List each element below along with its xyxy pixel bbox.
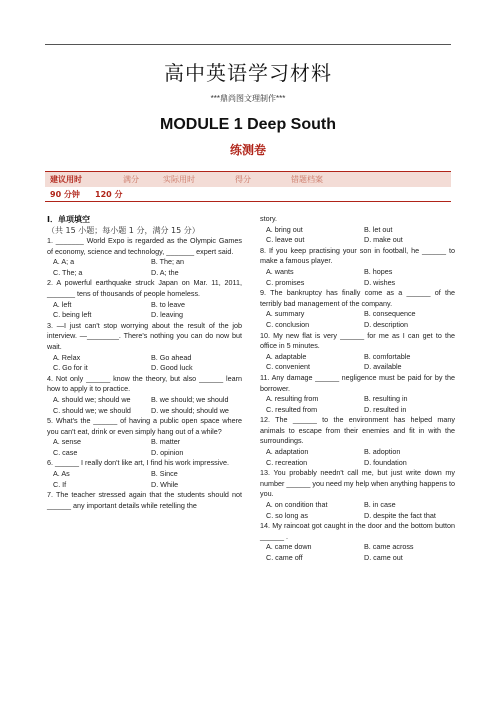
answer-option: C. The; a	[53, 267, 83, 277]
answer-option: A. resulting from	[266, 394, 319, 404]
answer-option: D. A; the	[151, 267, 179, 277]
option-group	[47, 353, 242, 374]
question-stem: 8. If you keep practising your son in football, he ______ to make a famous player.	[260, 245, 455, 266]
option-group	[47, 395, 242, 416]
answer-option: D. we should; should we	[151, 405, 229, 415]
answer-option: D. Good luck	[151, 363, 193, 373]
answer-option: D. resulted in	[364, 404, 407, 414]
question-item	[260, 214, 455, 246]
answer-option: C. so long as	[266, 510, 308, 520]
header-actual-time: 实际用时	[163, 175, 195, 184]
answer-option: C. came off	[266, 553, 303, 562]
right-column	[260, 214, 455, 564]
answer-option: B. hopes	[364, 266, 393, 276]
question-item	[260, 373, 455, 415]
answer-option: B. consequence	[364, 309, 416, 319]
question-item	[260, 288, 455, 330]
option-group	[47, 300, 242, 321]
answer-option: C. If	[53, 479, 67, 489]
question-stem: 14. My raincoat got caught in the door and the bottom button ______ .	[260, 521, 455, 541]
answer-option: A. sense	[53, 437, 81, 447]
option-group	[260, 309, 455, 330]
answer-option: D. leaving	[151, 310, 183, 320]
header-error-archive: 错题档案	[291, 175, 323, 184]
section-title: Ⅰ．单项填空	[47, 215, 90, 224]
header-full-score: 满分	[123, 175, 139, 184]
answer-option: B. Since	[151, 469, 178, 479]
question-stem: 11. Any damage ______ negligence must be paid for by the borrower.	[260, 372, 455, 393]
answer-option: A. adaptation	[266, 447, 309, 457]
answer-option: B. The; an	[151, 257, 185, 267]
answer-option: D. came out	[364, 553, 403, 562]
answer-option: C. being left	[53, 310, 92, 320]
answer-option: D. foundation	[364, 457, 407, 467]
option-group	[47, 257, 242, 278]
answer-option: D. despite the fact that	[364, 510, 436, 520]
answer-option: B. comfortable	[364, 351, 411, 361]
paper-title: 练测卷	[229, 143, 266, 157]
section-heading	[47, 214, 242, 236]
question-stem: 13. You probably needn't call me, but just write down my number ______ you need my help when anything happens to you.	[260, 468, 456, 499]
answer-option: A. Relax	[53, 352, 81, 362]
answer-option: A. left	[53, 299, 72, 309]
answer-option: B. came across	[364, 542, 414, 552]
option-group	[260, 352, 455, 373]
header-score: 得分	[235, 175, 251, 184]
question-item	[260, 415, 455, 468]
answer-option: C. leave out	[266, 235, 305, 245]
top-rule	[45, 44, 451, 45]
question-stem: 2. A powerful earthquake struck Japan on Mar. 11, 2011, _______ tens of thousands of people homeless.	[47, 278, 242, 298]
answer-option: B. matter	[151, 437, 181, 447]
answer-option: A. summary	[266, 309, 305, 319]
answer-option: B. adoption	[364, 447, 401, 457]
question-item	[47, 321, 242, 374]
question-item	[47, 416, 242, 458]
answer-option: B. let out	[364, 224, 393, 234]
question-stem: 3. —I just can't stop worrying about the result of the job interview. —________. There's nothing you can do now but wait.	[47, 320, 242, 351]
answer-option: A. adaptable	[266, 351, 307, 361]
question-item	[47, 236, 242, 278]
info-table-header-row	[45, 172, 451, 187]
question-item	[260, 246, 455, 288]
answer-option: B. to leave	[151, 299, 185, 309]
section-note: （共 15 小题；每小题 1 分，满分 15 分）	[47, 226, 200, 235]
option-group	[260, 500, 455, 521]
question-item	[260, 468, 455, 521]
question-stem: 10. My new flat is very ______ for me as I can get to the office in 5 minutes.	[260, 330, 455, 351]
question-stem: story.	[260, 214, 278, 223]
answer-option: C. convenient	[266, 362, 310, 372]
answer-option: A. wants	[266, 266, 294, 276]
left-column	[47, 214, 242, 511]
question-item	[47, 458, 242, 490]
question-stem: 12. The ______ to the environment has helped many animals to escape from their enemies and fit in with the surroundings.	[260, 415, 455, 446]
question-stem: 7. The teacher stressed again that the students should not ______ any important details while retelling the	[47, 490, 242, 510]
answer-option: D. opinion	[151, 447, 184, 457]
answer-option: A. bring out	[266, 224, 303, 234]
question-item	[260, 521, 455, 563]
answer-option: A. should we; should we	[53, 394, 131, 404]
value-full-score: 120 分	[95, 190, 123, 199]
option-group	[47, 469, 242, 490]
page-subtitle: ***鼎尚图文理制作***	[210, 94, 286, 103]
answer-option: C. conclusion	[266, 319, 310, 329]
answer-option: C. promises	[266, 277, 305, 287]
answer-option: A. came down	[266, 542, 312, 552]
question-item	[47, 374, 242, 416]
answer-option: B. in case	[364, 500, 396, 510]
option-group	[47, 437, 242, 458]
answer-option: D. description	[364, 319, 408, 329]
answer-option: D. make out	[364, 235, 403, 245]
answer-option: D. wishes	[364, 277, 396, 287]
question-stem: 4. Not only ______ know the theory, but also ______ learn how to apply it to practice.	[47, 373, 242, 394]
question-stem: 5. What's the ______ of having a public open space where you can't eat, drink or even simply hang out of a while?	[47, 416, 242, 436]
question-stem: 1. _______ World Expo is regarded as the Olympic Games of economy, science and technology, _______ expert said.	[47, 236, 242, 256]
question-item	[47, 490, 242, 511]
answer-option: A. on condition that	[266, 500, 328, 510]
question-item	[47, 278, 242, 320]
module-title: MODULE 1 Deep South	[159, 116, 336, 133]
answer-option: D. available	[364, 362, 402, 372]
option-group	[260, 225, 455, 246]
question-item	[260, 331, 455, 373]
info-table-value-row	[45, 187, 451, 201]
answer-option: B. Go ahead	[151, 352, 192, 362]
answer-option: C. Go for it	[53, 363, 88, 373]
page-title: 高中英语学习材料	[164, 61, 332, 85]
value-suggested-time: 90 分钟	[50, 190, 80, 199]
question-stem: 6. ______ I really don't like art, I find his work impressive.	[47, 458, 229, 468]
option-group	[260, 542, 455, 563]
info-table	[45, 171, 451, 202]
answer-option: D. While	[151, 479, 179, 489]
option-group	[260, 447, 455, 468]
answer-option: A. As	[53, 469, 70, 479]
option-group	[260, 267, 455, 288]
answer-option: A. A; a	[53, 257, 75, 267]
header-suggested-time: 建议用时	[50, 175, 82, 184]
option-group	[260, 394, 455, 415]
question-stem: 9. The bankruptcy has finally come as a ______ of the terribly bad management of the company.	[260, 288, 455, 308]
answer-option: C. should we; we should	[53, 405, 131, 415]
answer-option: B. we should; we should	[151, 394, 229, 404]
answer-option: C. case	[53, 447, 78, 457]
answer-option: C. recreation	[266, 457, 308, 467]
answer-option: B. resulting in	[364, 394, 408, 404]
answer-option: C. resulted from	[266, 404, 318, 414]
